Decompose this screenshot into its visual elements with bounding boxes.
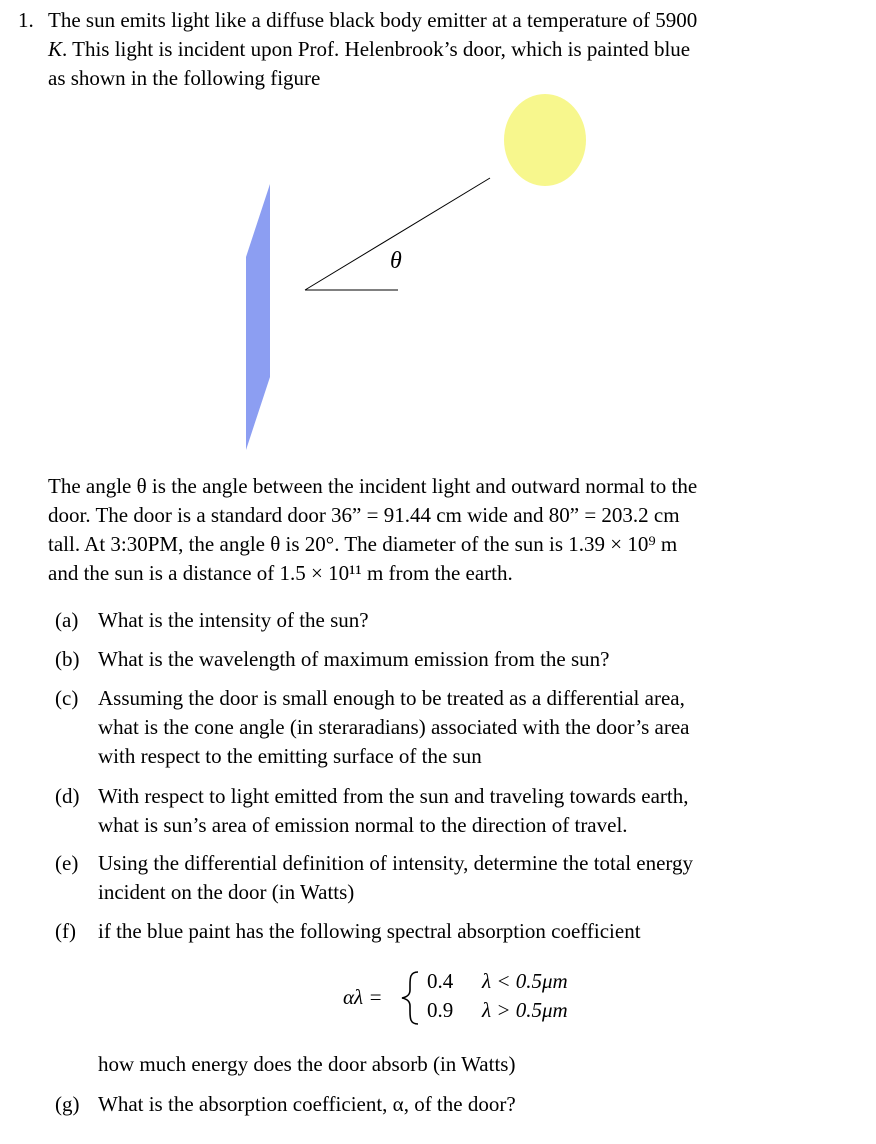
kelvin-symbol: K — [48, 37, 63, 61]
part-c-line-2: what is the cone angle (in steraradians) associated with the door’s area — [98, 715, 690, 739]
theta-label: θ — [390, 248, 402, 274]
part-g-text: What is the absorption coefficient, α, of the door? — [98, 1092, 516, 1116]
part-d-label: (d) — [55, 784, 80, 808]
problem-number: 1. — [18, 8, 34, 32]
description-line-2: door. The door is a standard door 36” = 91.44 cm wide and 80” = 203.2 cm — [48, 503, 680, 527]
part-c-label: (c) — [55, 686, 79, 710]
part-b-text: What is the wavelength of maximum emission from the sun? — [98, 647, 610, 671]
part-e-line-1: Using the differential definition of intensity, determine the total energy — [98, 851, 694, 875]
part-e-line-2: incident on the door (in Watts) — [98, 880, 355, 904]
description-line-3: tall. At 3:30PM, the angle θ is 20°. The diameter of the sun is 1.39 × 10⁹ m — [48, 532, 678, 556]
part-a-text: What is the intensity of the sun? — [98, 608, 369, 632]
part-e-label: (e) — [55, 851, 79, 875]
description-line-1: The angle θ is the angle between the incident light and outward normal to the — [48, 474, 698, 498]
case-1-condition: λ < 0.5μm — [482, 969, 568, 993]
intro-line-3: as shown in the following figure — [48, 66, 321, 90]
part-d-line-1: With respect to light emitted from the sun and traveling towards earth, — [98, 784, 689, 808]
part-g-label: (g) — [55, 1092, 80, 1116]
sun — [504, 94, 586, 186]
equation-lhs: αλ = — [343, 985, 383, 1009]
part-d-line-2: what is sun’s area of emission normal to the direction of travel. — [98, 813, 628, 837]
description-line-4: and the sun is a distance of 1.5 × 10¹¹ m from the earth. — [48, 561, 513, 585]
part-f-text: if the blue paint has the following spectral absorption coefficient — [98, 919, 641, 943]
case-1-value: 0.4 — [427, 969, 454, 993]
part-c-line-3: with respect to the emitting surface of the sun — [98, 744, 482, 768]
intro-line-2-text: . This light is incident upon Prof. Helenbrook’s door, which is painted blue — [62, 37, 691, 61]
part-c-line-1: Assuming the door is small enough to be treated as a differential area, — [98, 686, 685, 710]
part-f-followup: how much energy does the door absorb (in Watts) — [98, 1052, 516, 1076]
case-2-value: 0.9 — [427, 998, 454, 1022]
intro-line-1: The sun emits light like a diffuse black body emitter at a temperature of 5900 — [48, 8, 698, 32]
part-a-label: (a) — [55, 608, 79, 632]
blue-door — [246, 184, 270, 450]
part-f-label: (f) — [55, 919, 76, 943]
part-b-label: (b) — [55, 647, 80, 671]
case-2-condition: λ > 0.5μm — [482, 998, 568, 1022]
